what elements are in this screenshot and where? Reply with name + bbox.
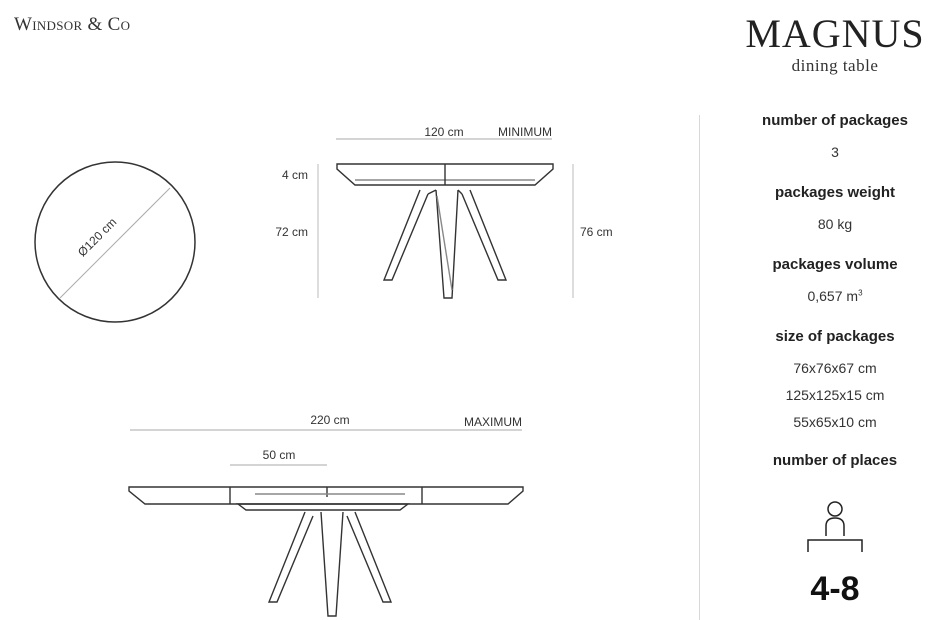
top-thickness-label: 4 cm xyxy=(281,168,308,182)
packages-size-heading: size of packages xyxy=(775,328,895,345)
places-heading: number of places xyxy=(772,452,898,469)
max-width-label: 220 cm xyxy=(310,413,350,427)
volume-number: 0,657 m xyxy=(807,288,859,304)
packages-volume-value xyxy=(740,288,930,304)
total-height-label: 76 cm xyxy=(580,225,613,239)
package-size-3: 55x65x10 cm xyxy=(793,414,877,430)
volume-unit-sup: 3 xyxy=(858,288,863,298)
diameter-label: Ø120 cm xyxy=(75,215,120,260)
packages-volume-heading: packages volume xyxy=(772,256,898,273)
min-label: MINIMUM xyxy=(498,125,552,139)
table-top-circle xyxy=(35,162,195,322)
packages-count-value: 3 xyxy=(831,144,839,160)
package-size-2: 125x125x15 cm xyxy=(785,387,885,403)
extension-label: 50 cm xyxy=(262,448,296,462)
packages-count-heading: number of packages xyxy=(762,112,908,129)
product-subtitle: dining table xyxy=(791,56,879,75)
diameter-line xyxy=(60,188,170,298)
packages-weight-value: 80 kg xyxy=(817,216,853,232)
places-value: 4-8 xyxy=(810,570,860,608)
product-title: MAGNUS xyxy=(745,11,925,56)
package-size-1: 76x76x67 cm xyxy=(793,360,877,376)
person-at-table-icon xyxy=(805,500,865,556)
max-table-drawing xyxy=(129,487,523,616)
specs-panel xyxy=(740,108,930,469)
leg-height-label: 72 cm xyxy=(275,225,308,239)
min-table-drawing xyxy=(337,164,553,298)
max-label: MAXIMUM xyxy=(464,415,522,429)
min-width-label: 120 cm xyxy=(424,125,464,139)
brand-logo: Windsor & Co xyxy=(14,14,131,35)
packages-weight-heading: packages weight xyxy=(774,184,896,201)
